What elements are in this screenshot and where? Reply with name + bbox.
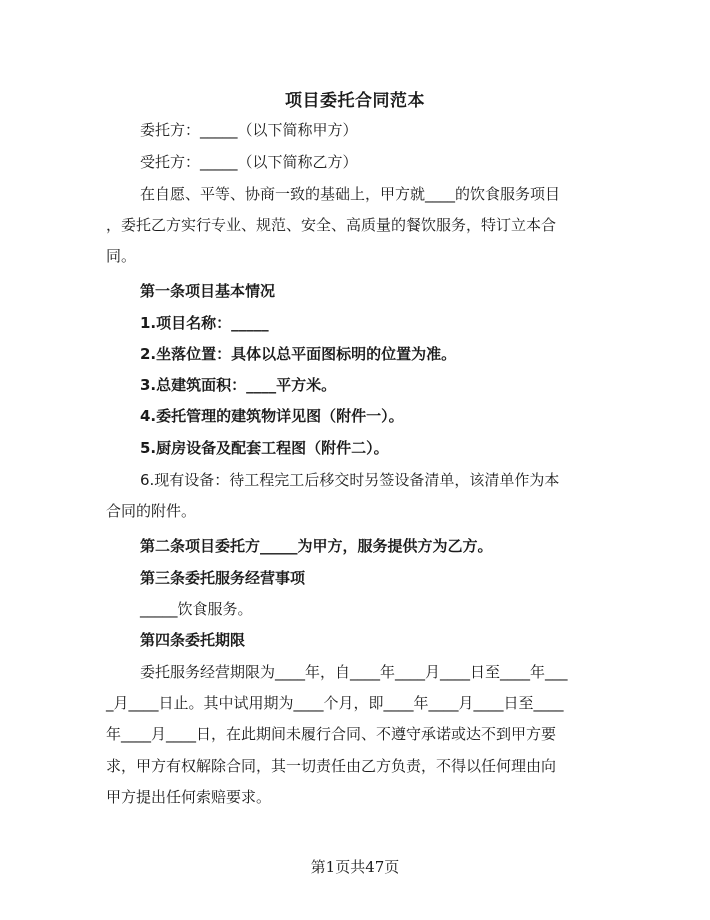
section-heading: 第四条委托期限 <box>140 631 246 649</box>
document-title: 项目委托合同范本 <box>285 91 425 111</box>
paragraph-line: ，委托乙方实行专业、规范、安全、高质量的餐饮服务，特订立本合 <box>106 216 557 234</box>
paragraph-line: 5.厨房设备及配套工程图（附件二）。 <box>140 439 389 457</box>
paragraph-line: 求，甲方有权解除合同，其一切责任由乙方负责，不得以任何理由向 <box>106 757 557 775</box>
paragraph-line: 1.项目名称：_____ <box>140 314 269 332</box>
paragraph-line: 在自愿、平等、协商一致的基础上，甲方就____的饮食服务项目 <box>140 185 561 203</box>
page-number: 第1页共47页 <box>310 858 400 876</box>
section-heading: 第三条委托服务经营事项 <box>140 569 306 587</box>
paragraph-line: _____饮食服务。 <box>140 600 253 618</box>
paragraph-line: 4.委托管理的建筑物详见图（附件一）。 <box>140 407 404 425</box>
section-heading: 第一条项目基本情况 <box>140 282 276 300</box>
paragraph-line: 3.总建筑面积：____平方米。 <box>140 376 337 394</box>
paragraph-line: 同。 <box>106 247 137 265</box>
paragraph-line: 6.现有设备：待工程完工后移交时另签设备清单，该清单作为本 <box>140 471 560 489</box>
paragraph-line: 委托方：_____（以下简称甲方） <box>140 121 358 139</box>
paragraph-line: 受托方：_____（以下简称乙方） <box>140 153 358 171</box>
section-heading: 第二条项目委托方_____为甲方，服务提供方为乙方。 <box>140 537 493 555</box>
paragraph-line: _月____日止。其中试用期为____个月，即____年____月____日至____ <box>106 694 564 712</box>
paragraph-line: 年____月____日，在此期间未履行合同、不遵守承诺或达不到甲方要 <box>106 725 557 743</box>
paragraph-line: 2.坐落位置：具体以总平面图标明的位置为准。 <box>140 345 457 363</box>
paragraph-line: 委托服务经营期限为____年，自____年____月____日至____年___ <box>140 663 568 681</box>
paragraph-line: 合同的附件。 <box>106 502 197 520</box>
paragraph-line: 甲方提出任何索赔要求。 <box>106 788 272 806</box>
